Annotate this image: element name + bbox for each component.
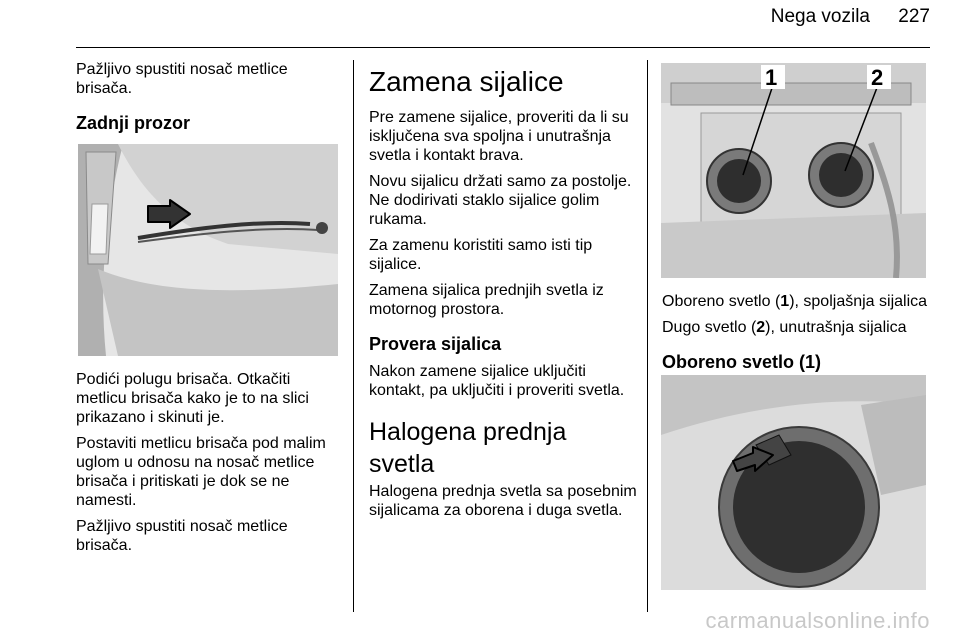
paragraph-lower-arm: Pažljivo spustiti nosač metlice brisača.: [76, 518, 288, 554]
low-beam-cover-illustration: [661, 375, 926, 590]
paragraph-same-type: Za zamenu koristiti samo isti tip sijalice.: [369, 237, 593, 273]
rear-wiper-illustration: [78, 144, 338, 356]
column-1-lower: [76, 370, 338, 562]
heading-low-beam: Oboreno svetlo (1): [662, 352, 822, 372]
caption-high-beam-num: 2: [756, 319, 766, 336]
caption-low-beam-num: 1: [780, 293, 790, 310]
callout-label-1: 1: [765, 65, 778, 90]
column-2: [369, 66, 637, 527]
heading-rear-window: Zadnji prozor: [76, 113, 190, 133]
paragraph-lift-arm: Podići polugu brisača. Otkačiti metlicu brisača kako je to na slici prikazano i skinuti je.: [76, 371, 309, 426]
paragraph-attach-blade: Postaviti metlicu brisača pod malim uglom u odnosu na nosač metlice brisača i pritiskati je dok se ne namesti.: [76, 435, 326, 509]
caption-high-beam-pre: Dugo svetlo (: [662, 319, 757, 336]
watermark: carmanualsonline.info: [705, 608, 930, 633]
header-rule: [76, 47, 930, 48]
caption-low-beam-post: ), spoljašnja sijalica: [789, 293, 928, 310]
heading-halogen-headlights: Halogena prednja svetla: [369, 418, 567, 478]
paragraph-engine-compartment: Zamena sijalica prednjih svetla iz motornog prostora.: [369, 282, 604, 318]
running-header-title: Nega vozila: [770, 6, 870, 27]
caption-low-beam: [662, 292, 932, 311]
paragraph-switch-off: Pre zamene sijalice, proveriti da li su isključena sva spoljna i unutrašnja svetla i kontakt brava.: [369, 109, 629, 164]
column-1: [76, 60, 338, 141]
column-divider-1: [353, 60, 354, 612]
caption-high-beam-post: ), unutrašnja sijalica: [765, 319, 907, 336]
column-divider-2: [647, 60, 648, 612]
heading-bulb-check: Provera sijalica: [369, 334, 502, 354]
paragraph-lower-arm-top: Pažljivo spustiti nosač metlice brisača.: [76, 61, 288, 97]
heading-bulb-replacement: Zamena sijalice: [369, 66, 564, 97]
callout-label-2: 2: [871, 65, 884, 90]
column-3: [662, 292, 932, 380]
paragraph-hold-base: Novu sijalicu držati samo za postolje. Ne dodirivati staklo sijalice golim rukama.: [369, 173, 632, 228]
paragraph-check-lights: Nakon zamene sijalice uključiti kontakt, pa uključiti i proveriti svetla.: [369, 363, 625, 399]
caption-high-beam: [662, 318, 932, 337]
headlight-bulbs-illustration: [661, 63, 926, 278]
paragraph-halogen-desc: Halogena prednja svetla sa posebnim sijalicama za oborena i duga svetla.: [369, 483, 637, 519]
page-number: 227: [898, 6, 930, 27]
caption-low-beam-pre: Oboreno svetlo (: [662, 293, 781, 310]
